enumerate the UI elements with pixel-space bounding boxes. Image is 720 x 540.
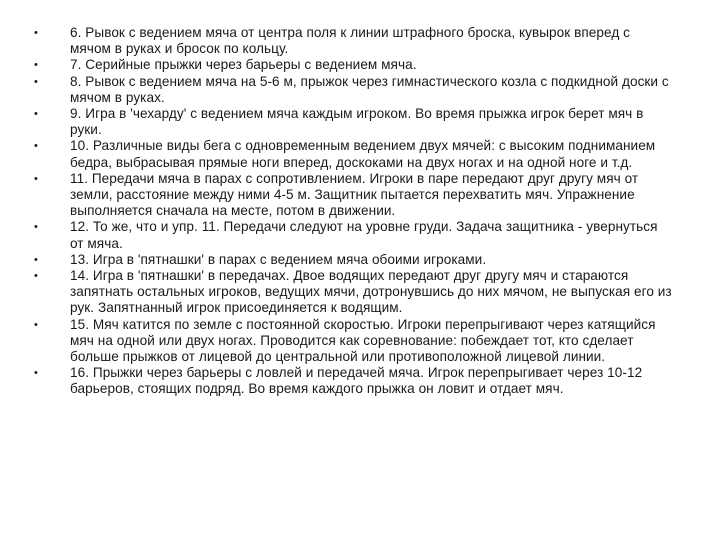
list-item-text: 12. То же, что и упр. 11. Передачи следуют на уровне груди. Задача защитника - увернуться от мяча.: [70, 219, 658, 251]
bullet-icon: •: [34, 108, 38, 121]
exercise-list: [34, 25, 674, 398]
list-item: [34, 365, 674, 397]
list-item: [34, 57, 674, 73]
bullet-icon: •: [34, 140, 38, 153]
list-item-text: 10. Различные виды бега с одновременным ведением двух мячей: с высоким подниманием бедра, выбрасывая прямые ноги вперед, доскоками на двух ногах и на одной ноге и т.д.: [70, 138, 656, 170]
bullet-icon: •: [34, 221, 38, 234]
list-item-text: 14. Игра в 'пятнашки' в передачах. Двое водящих передают друг другу мяч и стараются запятнать остальных игроков, ведущих мячи, дотронувшись до них мячом, не выпуская его из рук. Запятнанный игрок присоединяется к водящим.: [70, 268, 672, 316]
bullet-icon: •: [34, 270, 38, 283]
bullet-icon: •: [34, 59, 38, 72]
list-item: [34, 25, 674, 57]
list-item: [34, 171, 674, 220]
list-item: [34, 106, 674, 138]
list-item: [34, 138, 674, 170]
list-item: [34, 74, 674, 106]
list-item-text: 6. Рывок с ведением мяча от центра поля к линии штрафного броска, кувырок вперед с мячом в руках и бросок по кольцу.: [70, 25, 630, 57]
list-item-text: 16. Прыжки через барьеры с ловлей и передачей мяча. Игрок перепрыгивает через 10-12 барьеров, стоящих подряд. Во время каждого прыжка он ловит и отдает мяч.: [70, 365, 643, 397]
bullet-icon: •: [34, 253, 38, 266]
list-item-text: 15. Мяч катится по земле с постоянной скоростью. Игроки перепрыгивают через катящийся мяч на одной или двух ногах. Проводится как соревнование: побеждает тот, кто сделает больше прыжков от лицевой до центральной или противоположной лицевой линии.: [70, 316, 656, 365]
list-item: [34, 219, 674, 251]
list-item-text: 13. Игра в 'пятнашки' в парах с ведением мяча обоими игроками.: [70, 251, 487, 267]
list-item-text: 11. Передачи мяча в парах с сопротивлением. Игроки в паре передают друг другу мяч от земли, расстояние между ними 4-5 м. Защитник пытается перехватить мяч. Упражнение выполняется сначала на месте, потом в движении.: [70, 170, 639, 219]
bullet-icon: •: [34, 27, 38, 39]
bullet-icon: •: [34, 367, 38, 380]
bullet-icon: •: [34, 318, 38, 331]
list-item: [34, 252, 674, 268]
list-item-text: 7. Серийные прыжки через барьеры с ведением мяча.: [70, 57, 417, 73]
bullet-icon: •: [34, 75, 38, 88]
list-item-text: 8. Рывок с ведением мяча на 5-6 м, прыжок через гимнастического козла с подкидной доски с мячом в руках.: [70, 73, 669, 105]
list-item: [34, 268, 674, 317]
list-item: [34, 317, 674, 366]
bullet-icon: •: [34, 172, 38, 185]
list-item-text: 9. Игра в 'чехарду' с ведением мяча каждым игроком. Во время прыжка игрок берет мяч в руки.: [70, 106, 644, 138]
